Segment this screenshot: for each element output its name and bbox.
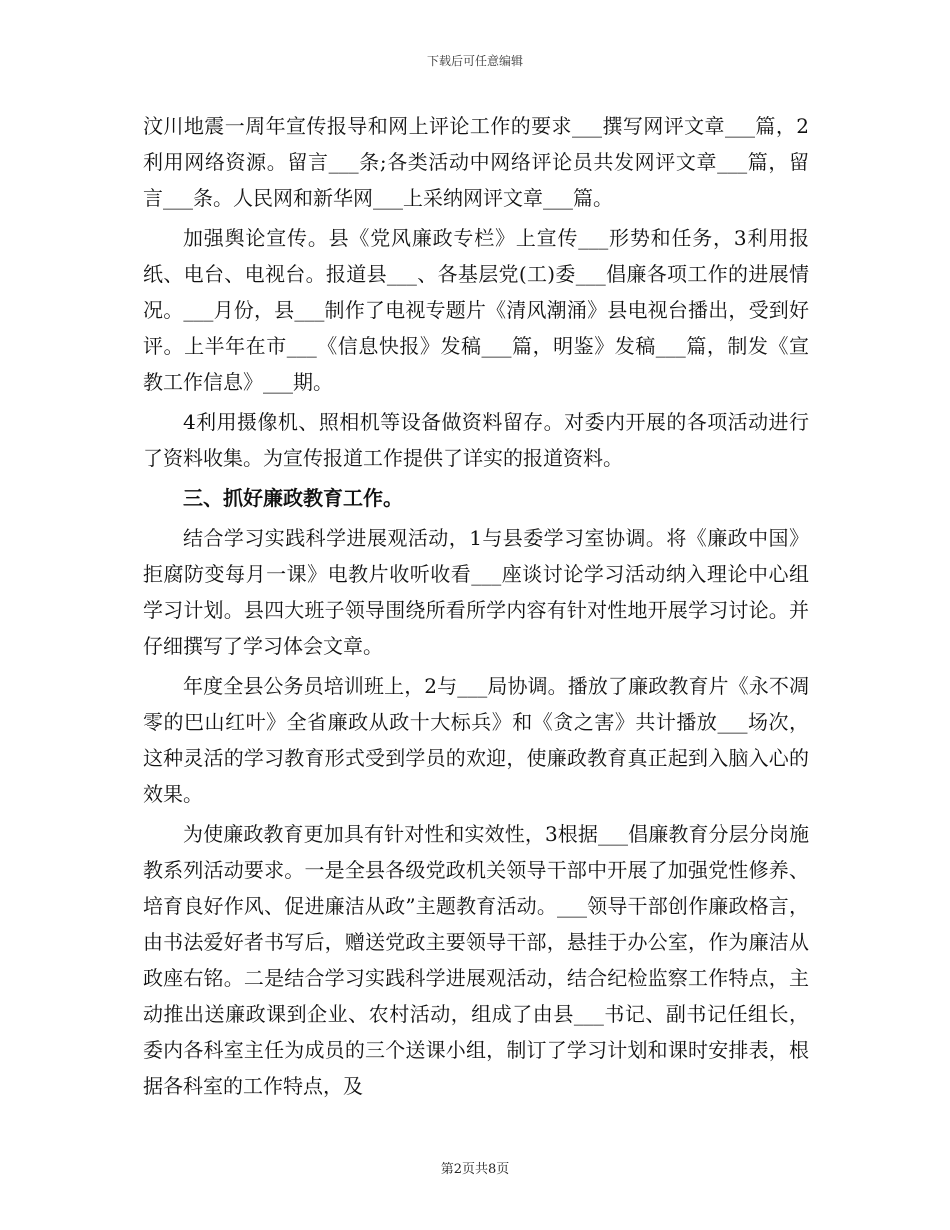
paragraph: 为使廉政教育更加具有针对性和实效性，3根据___倡廉教育分层分岗施教系列活动要求。一是全县各级党政机关领导干部中开展了加强党性修养、培育良好作风、促进廉洁从政”主题教育活动。___领导干部创作廉政格言，由书法爱好者书写后，赠送党政主要领导干部，悬挂于办公室，作为廉洁从政座右铭。二是结合学习实践科学进展观活动，结合纪检监察工作特点，主动推出送廉政课到企业、农村活动，组成了由县___书记、副书记任组长，委内各科室主任为成员的三个送课小组，制订了学习计划和课时安排表，根据各科室的工作特点，及 xyxy=(143,822,809,1098)
paragraph: 结合学习实践科学进展观活动，1与县委学习室协调。将《廉政中国》拒腐防变每月一课》电教片收听收看___座谈讨论学习活动纳入理论中心组学习计划。县四大班子领导围绕所看所学内容有针对性地开展学习讨论。并仔细撰写了学习体会文章。 xyxy=(143,526,809,658)
paragraph: 加强舆论宣传。县《党风廉政专栏》上宣传___形势和任务，3利用报纸、电台、电视台。报道县___、各基层党(工)委___倡廉各项工作的进展情况。___月份，县___制作了电视专题片《清风潮涌》县电视台播出，受到好评。上半年在市___《信息快报》发稿___篇，明鉴》发稿___篇，制发《宣教工作信息》___期。 xyxy=(143,226,809,394)
paragraph: 汶川地震一周年宣传报导和网上评论工作的要求___撰写网评文章___篇，2利用网络资源。留言___条;各类活动中网络评论员共发网评文章___篇，留言___条。人民网和新华网___上采纳网评文章___篇。 xyxy=(143,114,809,210)
section-heading: 三、抓好廉政教育工作。 xyxy=(183,486,403,510)
page-header: 下载后可任意编辑 xyxy=(426,54,523,68)
paragraph: 4利用摄像机、照相机等设备做资料留存。对委内开展的各项活动进行了资料收集。为宣传报道工作提供了详实的报道资料。 xyxy=(143,410,809,470)
paragraph: 年度全县公务员培训班上，2与___局协调。播放了廉政教育片《永不凋零的巴山红叶》全省廉政从政十大标兵》和《贪之害》共计播放___场次，这种灵活的学习教育形式受到学员的欢迎，使廉政教育真正起到入脑入心的效果。 xyxy=(143,674,809,806)
page-footer: 第2页共8页 xyxy=(440,1162,510,1177)
document-body xyxy=(143,108,809,1108)
